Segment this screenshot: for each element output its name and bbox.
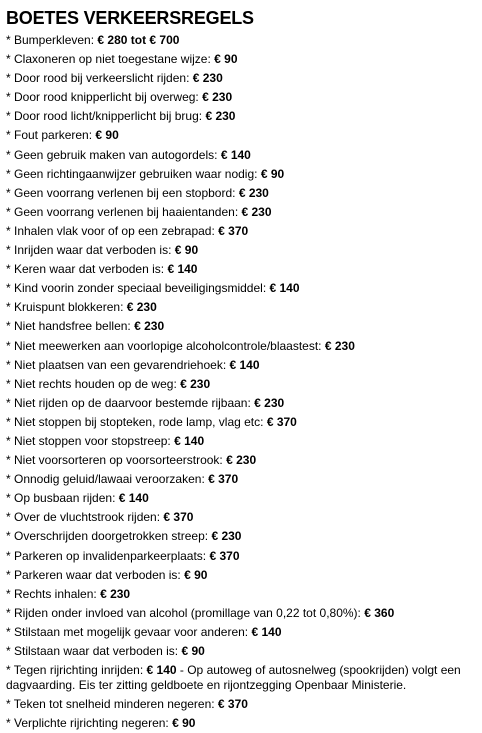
- fine-label: * Kruispunt blokkeren:: [6, 300, 127, 315]
- fine-item: [6, 107, 482, 126]
- fine-label: * Geen richtingaanwijzer gebruiken waar nodig:: [6, 166, 261, 181]
- fine-label: * Tegen rijrichting inrijden:: [6, 663, 147, 678]
- fine-label: * Door rood bij verkeerslicht rijden:: [6, 71, 193, 86]
- fine-item: [6, 241, 482, 260]
- fine-amount: € 230: [100, 586, 131, 601]
- fine-item: [6, 623, 482, 642]
- fine-amount: € 90: [172, 716, 196, 731]
- fine-item: [6, 470, 482, 489]
- fine-label: * Niet stoppen bij stopteken, rode lamp, vlag etc:: [6, 414, 267, 429]
- fine-amount: € 230: [226, 453, 257, 468]
- fine-label: * Parkeren waar dat verboden is:: [6, 567, 185, 582]
- fine-label: * Geen voorrang verlenen bij haaientanden:: [6, 204, 242, 219]
- fine-amount: € 230: [134, 319, 165, 334]
- fine-item: [6, 317, 482, 336]
- fine-amount: € 140: [167, 262, 198, 277]
- fine-item: [6, 432, 482, 451]
- fine-label: * Niet rechts houden op de weg:: [6, 376, 181, 391]
- fine-label: * Over de vluchtstrook rijden:: [6, 510, 164, 525]
- page-title: BOETES VERKEERSREGELS: [6, 8, 254, 28]
- fine-label: * Geen voorrang verlenen bij een stopbord:: [6, 185, 239, 200]
- fine-amount: € 230: [241, 204, 272, 219]
- fine-amount: € 90: [260, 166, 285, 181]
- fines-list: [6, 31, 482, 733]
- fine-amount: € 140: [118, 491, 149, 506]
- fine-item: [6, 375, 482, 394]
- fine-label: * Door rood knipperlicht bij overweg:: [6, 90, 203, 105]
- fine-label: * Overschrijden doorgetrokken streep:: [6, 529, 212, 544]
- fine-amount: € 90: [174, 243, 199, 258]
- fine-item: [6, 604, 482, 623]
- fine-item: [6, 260, 482, 279]
- fine-item: [6, 642, 482, 661]
- fine-label: * Verplichte rijrichting negeren:: [6, 716, 173, 731]
- fine-amount: € 370: [218, 223, 249, 238]
- fine-amount: € 90: [214, 52, 238, 67]
- fine-item: [6, 695, 482, 714]
- fine-item: [6, 279, 482, 298]
- fine-label: * Kind voorin zonder speciaal beveiligingsmiddel:: [6, 281, 270, 296]
- fine-label: * Bumperkleven:: [6, 33, 98, 47]
- fine-amount: € 90: [184, 567, 208, 582]
- fine-label: * Fout parkeren:: [6, 128, 96, 143]
- fine-amount: € 230: [205, 109, 236, 124]
- fine-item: [6, 126, 482, 145]
- fine-label: * Niet rijden op de daarvoor bestemde rijbaan:: [6, 395, 255, 410]
- fine-item: [6, 394, 482, 413]
- fine-item: [6, 356, 482, 375]
- fine-amount: € 230: [324, 338, 355, 353]
- fine-item: [6, 165, 482, 184]
- fine-item: [6, 146, 482, 165]
- fine-label: * Keren waar dat verboden is:: [6, 262, 168, 277]
- fine-amount: € 230: [180, 376, 211, 391]
- fine-label: * Teken tot snelheid minderen negeren:: [6, 697, 218, 712]
- fine-label: * Claxoneren op niet toegestane wijze:: [6, 52, 215, 67]
- fine-amount: € 370: [209, 548, 240, 563]
- fine-item: [6, 203, 482, 222]
- fine-item: [6, 298, 482, 317]
- fine-amount: € 370: [163, 510, 194, 525]
- fine-label: * Rijden onder invloed van alcohol (promillage van 0,22 tot 0,80%):: [6, 605, 365, 620]
- fine-amount: € 230: [211, 529, 242, 544]
- fine-amount: € 230: [238, 185, 269, 200]
- fine-label: * Parkeren op invalidenparkeerplaats:: [6, 548, 210, 563]
- fine-amount: € 370: [266, 414, 297, 429]
- fine-label: * Onnodig geluid/lawaai veroorzaken:: [6, 472, 209, 487]
- fine-amount: € 230: [202, 90, 233, 105]
- fine-item: [6, 663, 474, 693]
- fine-amount: € 90: [95, 128, 119, 143]
- fine-label: * Niet voorsorteren op voorsorteerstrook:: [6, 453, 227, 468]
- fine-item: [6, 31, 482, 50]
- fine-amount: € 360: [364, 605, 395, 620]
- fine-label: * Niet meewerken aan voorlopige alcoholcontrole/blaastest:: [6, 338, 325, 353]
- fine-amount: € 140: [251, 624, 282, 639]
- fine-item: [6, 184, 482, 203]
- fine-label: * Niet plaatsen van een gevarendriehoek:: [6, 357, 230, 372]
- fine-label: * Stilstaan waar dat verboden is:: [6, 644, 182, 658]
- fine-note: - Op autoweg of autosnelweg (spookrijden) volgt een dagvaarding. Eis ter zitting geldboete en rijontzegging Openbaar Ministerie.: [6, 663, 461, 693]
- fine-amount: € 90: [181, 644, 205, 658]
- fine-amount: € 140: [146, 663, 177, 678]
- fine-item: [6, 69, 482, 88]
- fine-item: [6, 337, 482, 356]
- fine-label: * Geen gebruik maken van autogordels:: [6, 147, 221, 162]
- fine-label: * Inrijden waar dat verboden is:: [6, 243, 175, 258]
- fine-label: * Door rood licht/knipperlicht bij brug:: [6, 109, 206, 124]
- fine-amount: € 230: [126, 300, 157, 315]
- fine-item: [6, 547, 482, 566]
- fine-item: [6, 585, 482, 604]
- fine-item: [6, 451, 482, 470]
- fine-item: [6, 413, 482, 432]
- fine-amount: € 140: [174, 433, 205, 448]
- fine-label: * Niet stoppen voor stopstreep:: [6, 433, 175, 448]
- fine-item: [6, 489, 482, 508]
- fine-amount: € 280 tot € 700: [97, 33, 180, 47]
- fine-label: * Inhalen vlak voor of op een zebrapad:: [6, 223, 219, 238]
- fine-item: [6, 88, 482, 107]
- fine-amount: € 370: [217, 697, 248, 712]
- fine-amount: € 370: [208, 472, 239, 487]
- fine-label: * Rechts inhalen:: [6, 586, 101, 601]
- fine-item: [6, 50, 482, 69]
- fine-item: [6, 222, 482, 241]
- fine-item: [6, 508, 482, 527]
- fine-amount: € 230: [192, 71, 223, 86]
- fine-label: * Stilstaan met mogelijk gevaar voor anderen:: [6, 624, 252, 639]
- fine-amount: € 140: [269, 281, 300, 296]
- fine-amount: € 230: [254, 395, 285, 410]
- fine-label: * Niet handsfree bellen:: [6, 319, 135, 334]
- fine-amount: € 140: [229, 357, 260, 372]
- fine-amount: € 140: [220, 147, 251, 162]
- fine-label: * Op busbaan rijden:: [6, 491, 119, 506]
- fine-item: [6, 566, 482, 585]
- fine-item: [6, 714, 482, 733]
- fine-item: [6, 527, 482, 546]
